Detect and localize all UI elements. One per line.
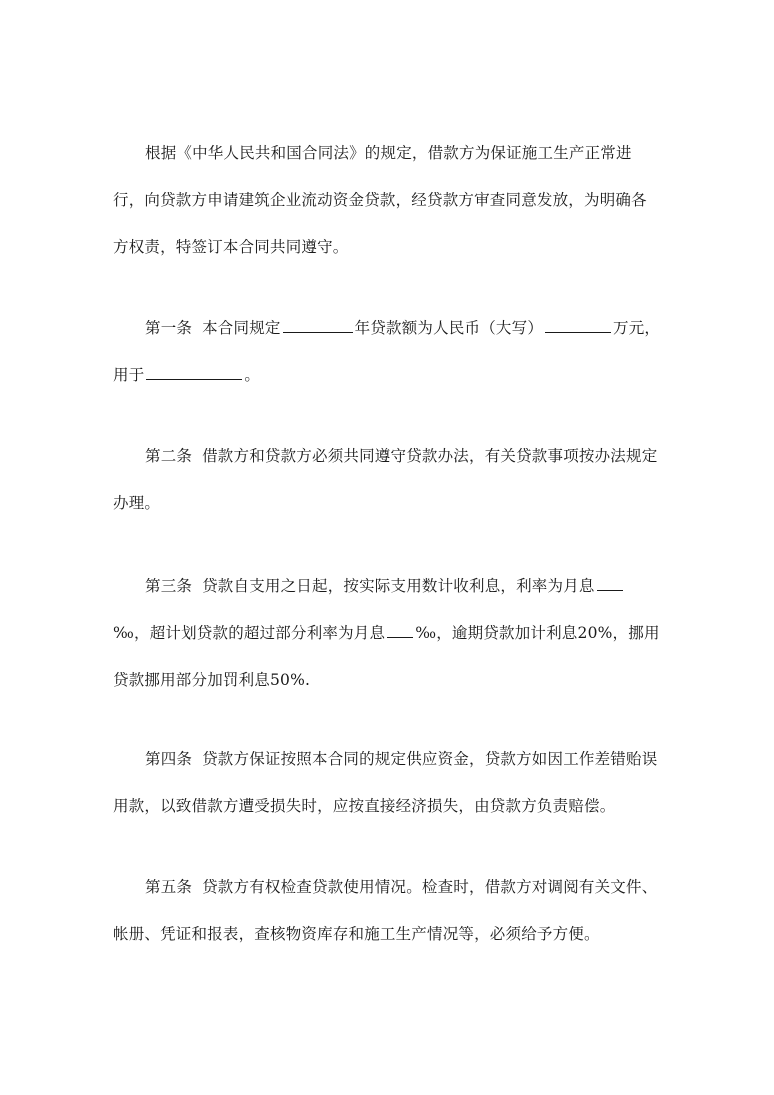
- purpose-blank: [146, 364, 242, 381]
- article-3-text-b: ‰，超计划贷款的超过部分利率为月息: [113, 624, 386, 642]
- preamble-text: 根据《中华人民共和国合同法》的规定，借款方为保证施工生产正常进行，向贷款方申请建筑企业流动资金贷款，经贷款方审查同意发放，为明确各方权责，特签订本合同共同遵守。: [113, 144, 647, 256]
- article-3-text-c: ‰，逾期贷款加计利息20%，挪用贷款挪用部分加罚利息50%.: [113, 624, 660, 689]
- article-5-label: 第五条: [145, 878, 193, 896]
- monthly-rate-blank: [597, 575, 623, 592]
- preamble-paragraph: [113, 130, 661, 271]
- article-1-text-c: 万元，用于: [113, 319, 661, 384]
- article-5-text: 贷款方有权检查贷款使用情况。检查时，借款方对调阅有关文件、帐册、凭证和报表，查核物资库存和施工生产情况等，必须给予方便。: [113, 878, 658, 943]
- article-2-text: 借款方和贷款方必须共同遵守贷款办法，有关贷款事项按办法规定办理。: [113, 447, 658, 512]
- year-blank: [283, 317, 353, 334]
- article-1-label: 第一条: [145, 319, 193, 337]
- article-2-label: 第二条: [145, 447, 193, 465]
- article-4: [113, 736, 661, 830]
- article-1-text-d: 。: [244, 366, 261, 384]
- article-1-text-a: 本合同规定: [202, 319, 281, 337]
- article-3-label: 第三条: [145, 577, 193, 595]
- excess-rate-blank: [387, 622, 413, 639]
- article-2: [113, 433, 661, 527]
- article-1: [113, 305, 661, 399]
- article-4-label: 第四条: [145, 750, 193, 768]
- amount-blank: [545, 317, 611, 334]
- article-1-text-b: 年贷款额为人民币（大写）: [354, 319, 544, 337]
- article-3-text-a: 贷款自支用之日起，按实际支用数计收利息，利率为月息: [202, 577, 595, 595]
- article-4-text: 贷款方保证按照本合同的规定供应资金，贷款方如因工作差错贻误用款，以致借款方遭受损失时，应按直接经济损失，由贷款方负责赔偿。: [113, 750, 658, 815]
- article-5: [113, 864, 661, 958]
- article-3: [113, 563, 661, 704]
